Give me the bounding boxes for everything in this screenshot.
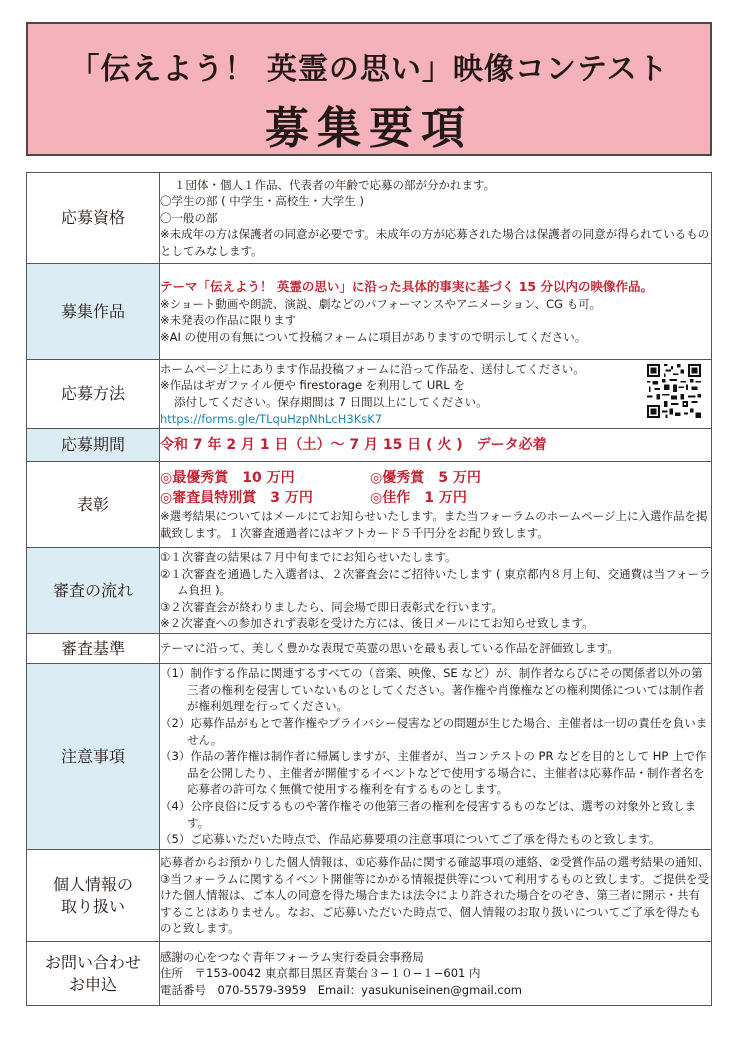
- review-line: ①１次審査の結果は７月中旬までにお知らせいたします。: [160, 550, 457, 565]
- guidelines-table: [26, 172, 712, 1006]
- awards-note: ※選考結果についてはメールにてお知らせいたします。また当フォーラムのホームページ上に入選作品を掲載致します。１次審査通過者にはギフトカード５千円分をお配り致します。: [160, 508, 708, 540]
- notes-item: （1）制作する作品に関連するすべての（音楽、映像、SE など）が、制作者ならびにその関係者以外の第三者の権利を侵害していないものとしてください。著作権や肖像権などの権利関係については制作者が権利処理を行ってください。: [160, 666, 705, 714]
- award-list: [160, 468, 711, 508]
- notes-item: （2）応募作品がもとで著作権やプライバシー侵害などの問題が生じた場合、主催者は一切の責任を負いません。: [160, 716, 708, 747]
- content-review: [160, 548, 712, 634]
- form-url-link[interactable]: https://forms.gle/TLquHzpNhLcH3KsK7: [160, 411, 383, 426]
- contact-org: 感謝の心をつなぐ青年フォーラム実行委員会事務局: [160, 949, 424, 964]
- label-contact: [27, 942, 160, 1006]
- works-note: ※AI の使用の有無について投稿フォームに項目がありますので明示してください。: [160, 329, 587, 344]
- header-banner: [26, 22, 712, 156]
- label-privacy: [27, 850, 160, 942]
- row-method: [27, 360, 712, 429]
- row-criteria: [27, 634, 712, 664]
- method-line: ホームページ上にあります作品投稿フォームに沿って作品を、送付してください。: [160, 361, 585, 376]
- works-theme: テーマ「伝えよう！ 英霊の思い」に沿った具体的事実に基づく 15 分以内の映像作品。: [160, 278, 653, 294]
- review-line: ※２次審査への参加されず表彰を受けた方には、後日メールにてお知らせ致します。: [160, 616, 594, 631]
- works-note: ※未発表の作品に限ります: [160, 313, 297, 328]
- notes-item: （4）公序良俗に反するものや著作権その他第三者の権利を侵害するものなどは、選考の対象外と致します。: [160, 798, 697, 830]
- method-line: ※作品はギガファイル便や firestorage を利用して URL を: [160, 378, 465, 393]
- criteria-text: テーマに沿って、美しく豊かな表現で英霊の思いを最も表している作品を評価致します。: [160, 641, 619, 656]
- notes-item: （3）作品の著作権は制作者に帰属しますが、主催者が、当コンテストの PR などを目的として HP 上で作品を公開したり、主催者が開催するイベントなどで使用する場合に、主催者は応募作品・制作者名を応募者の許可なく無償で使用する権利を有するものとします。: [160, 749, 707, 797]
- works-note: ※ショート動画や朗読、演説、劇などのパフォーマンスやアニメーション、CG も可。: [160, 296, 602, 311]
- content-eligibility: [160, 173, 712, 264]
- award-item: ◎佳作 1 万円: [370, 489, 467, 506]
- contact-phone-email[interactable]: 電話番号 070-5579-3959 Email：yasukuniseinen@gmail.com: [160, 982, 522, 997]
- content-notes: [160, 664, 712, 850]
- award-item: ◎最優秀賞 10 万円: [160, 469, 295, 486]
- eligibility-line: １団体・個人１作品、代表者の年齢で応募の部が分かれます。: [174, 177, 496, 192]
- period-text: 令和 7 年 2 月 1 日（土）～ 7 月 15 日 ( 火 ) データ必着: [160, 436, 547, 453]
- content-works: [160, 264, 712, 360]
- label-review: 審査の流れ: [27, 548, 160, 634]
- eligibility-line: ※未成年の方は保護者の同意が必要です。未成年の方が応募された場合は保護者の同意が得られているものとしてみなします。: [160, 227, 710, 258]
- award-item: ◎優秀賞 5 万円: [370, 469, 481, 486]
- label-awards: 表彰: [27, 462, 160, 548]
- label-eligibility: 応募資格: [27, 173, 160, 264]
- contact-label-line: お申込: [68, 974, 117, 994]
- row-works: [27, 264, 712, 360]
- row-notes: [27, 664, 712, 850]
- content-criteria: [160, 634, 712, 664]
- label-criteria: 審査基準: [27, 634, 160, 664]
- method-line: 添付してください。保存期間は 7 日間以上にしてください。: [174, 395, 488, 409]
- content-privacy: [160, 850, 712, 942]
- row-review: [27, 548, 712, 634]
- page-title: 「伝えよう！ 英霊の思い」映像コンテスト: [69, 52, 669, 87]
- eligibility-line: 〇一般の部: [160, 210, 218, 225]
- qr-code-icon[interactable]: [647, 364, 701, 418]
- row-awards: [27, 462, 712, 548]
- label-method: 応募方法: [27, 360, 160, 429]
- label-notes: 注意事項: [27, 664, 160, 850]
- privacy-label-line: 取り扱い: [60, 896, 125, 916]
- content-period: [160, 429, 712, 462]
- row-period: [27, 429, 712, 462]
- contact-label-line: お問い合わせ: [44, 952, 141, 972]
- award-item: ◎審査員特別賞 3 万円: [160, 489, 313, 506]
- review-line: ③２次審査会が終わりましたら、同会場で即日表彰式を行います。: [160, 599, 503, 614]
- page-subtitle: 募集要項: [265, 103, 473, 154]
- privacy-text: 応募者からお預かりした個人情報は、①応募作品に関する確認事項の連絡、②受賞作品の選考結果の通知、③当フォーラムに関するイベント開催等にかかる情報提供等について利用するものと致します。ご提供を受けた個人情報は、ご本人の同意を得た場合または法令により許された場合をのぞき、第三者に開示・共有することはありません。なお、ご応募いただいた時点で、個人情報のお取り扱いについてご了承を得たものと致します。: [160, 855, 710, 936]
- label-works: 募集作品: [27, 264, 160, 360]
- row-contact: [27, 942, 712, 1006]
- privacy-label-line: 個人情報の: [52, 874, 133, 894]
- row-privacy: [27, 850, 712, 942]
- review-line: ②１次審査を通過した入選者は、２次審査会にご招待いたします ( 東京都内８月上旬、交通費は当フォーラム負担 )。: [160, 566, 711, 598]
- row-eligibility: [27, 173, 712, 264]
- content-method: [160, 360, 712, 429]
- eligibility-line: 〇学生の部 ( 中学生・高校生・大学生 ): [160, 194, 364, 209]
- notes-item: （5）ご応募いただいた時点で、作品応募要項の注意事項についてご了承を得たものと致します。: [160, 832, 661, 847]
- content-contact: [160, 942, 712, 1006]
- contact-address: 住所 〒153-0042 東京都目黒区青葉台３−１０−１−601 内: [160, 966, 481, 981]
- label-period: 応募期間: [27, 429, 160, 462]
- content-awards: [160, 462, 712, 548]
